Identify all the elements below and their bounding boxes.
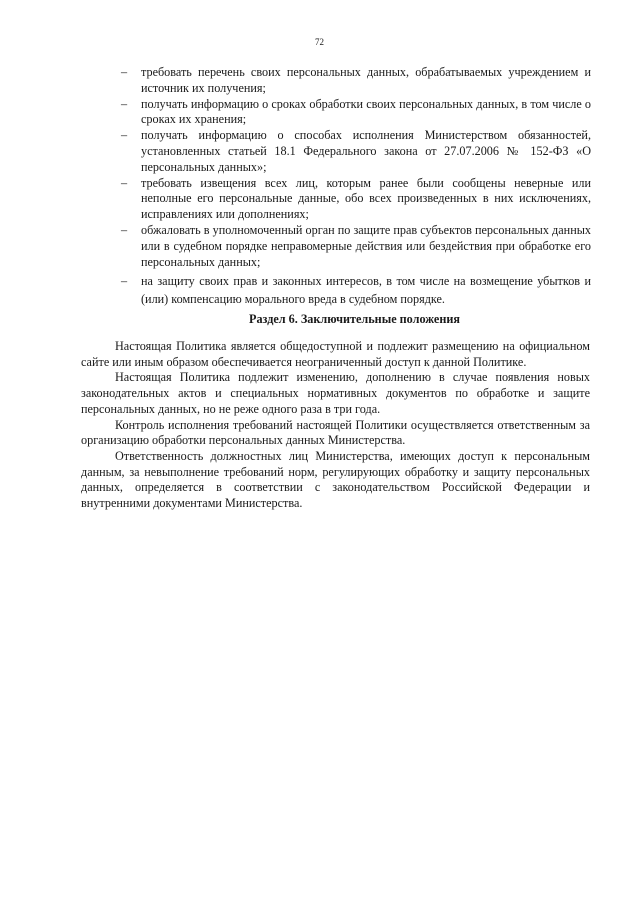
list-item bbox=[121, 65, 591, 97]
list-dash: – bbox=[121, 128, 128, 143]
list-item bbox=[121, 97, 591, 129]
list-dash: – bbox=[121, 175, 128, 190]
list-item-text: обжаловать в уполномоченный орган по защите прав субъектов персональных данных или в судебном порядке неправомерные действия или бездействия при обработке его персональных данных; bbox=[141, 222, 591, 269]
list-item bbox=[121, 128, 591, 175]
list-item-text: на защиту своих прав и законных интересов, в том числе на возмещение убытков и (или) компенсацию морального вреда в судебном порядке. bbox=[141, 274, 591, 307]
section-heading: Раздел 6. Заключительные положения bbox=[249, 312, 460, 326]
paragraph: Настоящая Политика подлежит изменению, дополнению в случае появления новых законодательных актов и специальных нормативных документов по обработке и защите персональных данных, но не реже одного раза в три года. bbox=[81, 370, 590, 416]
list-dash: – bbox=[121, 96, 128, 111]
list-item-text: требовать извещения всех лиц, которым ранее были сообщены неверные или неполные его персональные данные, обо всех произведенных в них исключениях, исправлениях или дополнениях; bbox=[141, 175, 591, 222]
list-item bbox=[121, 272, 591, 308]
list-item bbox=[121, 223, 591, 270]
list-item-text: получать информацию о сроках обработки своих персональных данных, в том числе о сроках их хранения; bbox=[141, 96, 591, 127]
paragraph: Настоящая Политика является общедоступной и подлежит размещению на официальном сайте или иным образом обеспечивается неограниченный доступ к данной Политике. bbox=[81, 339, 590, 369]
list-item-text: получать информацию о способах исполнения Министерством обязанностей, установленных статьей 18.1 Федерального закона от 27.07.2006 № 152-ФЗ «О персональных данных»; bbox=[141, 128, 591, 174]
rights-list bbox=[121, 65, 591, 308]
list-item bbox=[121, 176, 591, 223]
list-dash: – bbox=[121, 65, 128, 79]
list-dash: – bbox=[121, 274, 128, 289]
list-item-text: требовать перечень своих персональных данных, обрабатываемых учреждением и источник их получения; bbox=[141, 65, 591, 95]
paragraph: Контроль исполнения требований настоящей Политики осуществляется ответственным за организацию обработки персональных данных Министерства. bbox=[81, 417, 590, 448]
page-number: 72 bbox=[315, 37, 324, 47]
list-dash: – bbox=[121, 222, 128, 237]
paragraph: Ответственность должностных лиц Министерства, имеющих доступ к персональным данным, за невыполнение требований норм, регулирующих обработку и защиту персональных данных, определяется в соответствии с законодательством Российской Федерации и внутренними документами Министерства. bbox=[81, 448, 590, 511]
section-body bbox=[81, 339, 590, 512]
